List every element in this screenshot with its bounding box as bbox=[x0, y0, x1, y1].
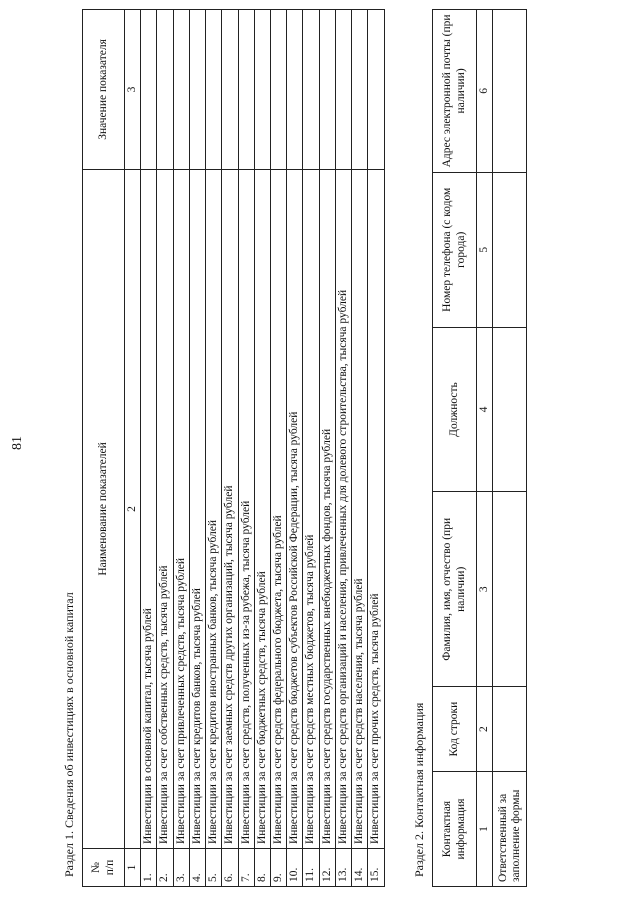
position-cell[interactable] bbox=[493, 327, 527, 492]
row-text: Инвестиции за счет кредитов иностранных банков, тысяча рублей bbox=[206, 169, 222, 848]
table-row bbox=[238, 10, 254, 887]
row-value-cell[interactable] bbox=[222, 10, 238, 170]
row-text: Инвестиции за счет прочих средств, тысяча рублей bbox=[368, 169, 384, 848]
colnum-2: 2 bbox=[125, 169, 141, 848]
row-value-cell[interactable] bbox=[206, 10, 222, 170]
table-row bbox=[303, 10, 319, 887]
row-text: Инвестиции за счет собственных средств, тысяча рублей bbox=[157, 169, 173, 848]
row-num: 12. bbox=[319, 849, 335, 887]
row-num: 8. bbox=[254, 849, 270, 887]
header-num: № п/п bbox=[83, 849, 125, 887]
responsible-label: Ответственный за заполнение формы bbox=[493, 772, 527, 887]
row-text: Инвестиции за счет заемных средств других организаций, тысяча рублей bbox=[222, 169, 238, 848]
header-phone: Номер телефона (с кодом города) bbox=[433, 172, 477, 327]
page-number: 81 bbox=[10, 436, 25, 450]
row-value-cell[interactable] bbox=[270, 10, 286, 170]
row-text: Инвестиции за счет кредитов банков, тысяча рублей bbox=[189, 169, 205, 848]
full-name-cell[interactable] bbox=[493, 492, 527, 687]
row-value-cell[interactable] bbox=[254, 10, 270, 170]
contacts-colnum-row bbox=[477, 10, 493, 887]
header-name: Наименование показателей bbox=[83, 169, 125, 848]
table-row bbox=[173, 10, 189, 887]
row-code-cell[interactable] bbox=[493, 687, 527, 772]
row-num: 11. bbox=[303, 849, 319, 887]
investments-table bbox=[82, 9, 385, 887]
row-value-cell[interactable] bbox=[303, 10, 319, 170]
row-text: Инвестиции за счет привлеченных средств, тысяча рублей bbox=[173, 169, 189, 848]
row-text: Инвестиции за счет средств местных бюджетов, тысяча рублей bbox=[303, 169, 319, 848]
header-position: Должность bbox=[433, 327, 477, 492]
table-row bbox=[270, 10, 286, 887]
table-row bbox=[368, 10, 384, 887]
table-row bbox=[141, 10, 157, 887]
email-cell[interactable] bbox=[493, 10, 527, 173]
colnum-3: 3 bbox=[477, 492, 493, 687]
table-row bbox=[493, 10, 527, 887]
table-header-row bbox=[83, 10, 125, 887]
table-row bbox=[157, 10, 173, 887]
row-num: 1. bbox=[141, 849, 157, 887]
section1-title: Раздел 1. Сведения об инвестициях в основной капитал bbox=[62, 592, 76, 877]
row-num: 10. bbox=[287, 849, 303, 887]
table-row bbox=[254, 10, 270, 887]
row-text: Инвестиции за счет бюджетных средств, тысяча рублей bbox=[254, 169, 270, 848]
row-value-cell[interactable] bbox=[352, 10, 368, 170]
table-row bbox=[287, 10, 303, 887]
row-text: Инвестиции за счет средств организаций и населения, привлеченных для долевого строительства, тысяча рублей bbox=[335, 169, 351, 848]
contacts-table bbox=[432, 9, 527, 887]
colnum-5: 5 bbox=[477, 172, 493, 327]
row-value-cell[interactable] bbox=[141, 10, 157, 170]
colnum-2: 2 bbox=[477, 687, 493, 772]
row-num: 3. bbox=[173, 849, 189, 887]
row-value-cell[interactable] bbox=[368, 10, 384, 170]
row-value-cell[interactable] bbox=[287, 10, 303, 170]
header-full-name: Фамилия, имя, отчество (при наличии) bbox=[433, 492, 477, 687]
contacts-header-row bbox=[433, 10, 477, 887]
table-row bbox=[222, 10, 238, 887]
colnum-3: 3 bbox=[125, 10, 141, 170]
row-value-cell[interactable] bbox=[189, 10, 205, 170]
row-num: 15. bbox=[368, 849, 384, 887]
header-value: Значение показателя bbox=[83, 10, 125, 170]
table-row bbox=[189, 10, 205, 887]
header-email: Адрес электронной почты (при наличии) bbox=[433, 10, 477, 173]
table-row bbox=[206, 10, 222, 887]
row-value-cell[interactable] bbox=[319, 10, 335, 170]
table-row bbox=[335, 10, 351, 887]
header-row-code: Код строки bbox=[433, 687, 477, 772]
row-value-cell[interactable] bbox=[173, 10, 189, 170]
row-num: 4. bbox=[189, 849, 205, 887]
row-num: 6. bbox=[222, 849, 238, 887]
row-text: Инвестиции за счет средств бюджетов субъектов Российской Федерации, тысяча рублей bbox=[287, 169, 303, 848]
row-num: 2. bbox=[157, 849, 173, 887]
section2-title: Раздел 2. Контактная информация bbox=[412, 702, 426, 877]
row-text: Инвестиции за счет средств федерального бюджета, тысяча рублей bbox=[270, 169, 286, 848]
phone-cell[interactable] bbox=[493, 172, 527, 327]
table-row bbox=[319, 10, 335, 887]
table-colnum-row bbox=[125, 10, 141, 887]
colnum-4: 4 bbox=[477, 327, 493, 492]
row-value-cell[interactable] bbox=[238, 10, 254, 170]
row-num: 13. bbox=[335, 849, 351, 887]
colnum-1: 1 bbox=[125, 849, 141, 887]
row-text: Инвестиции за счет средств населения, тысяча рублей bbox=[352, 169, 368, 848]
header-contact-info: Контактная информация bbox=[433, 772, 477, 887]
table-row bbox=[352, 10, 368, 887]
row-num: 5. bbox=[206, 849, 222, 887]
row-num: 7. bbox=[238, 849, 254, 887]
row-num: 9. bbox=[270, 849, 286, 887]
row-value-cell[interactable] bbox=[157, 10, 173, 170]
colnum-1: 1 bbox=[477, 772, 493, 887]
colnum-6: 6 bbox=[477, 10, 493, 173]
row-text: Инвестиции за счет средств государственных внебюджетных фондов, тысяча рублей bbox=[319, 169, 335, 848]
row-text: Инвестиции за счет средств, полученных из-за рубежа, тысяча рублей bbox=[238, 169, 254, 848]
row-num: 14. bbox=[352, 849, 368, 887]
row-text: Инвестиции в основной капитал, тысяча рублей bbox=[141, 169, 157, 848]
row-value-cell[interactable] bbox=[335, 10, 351, 170]
